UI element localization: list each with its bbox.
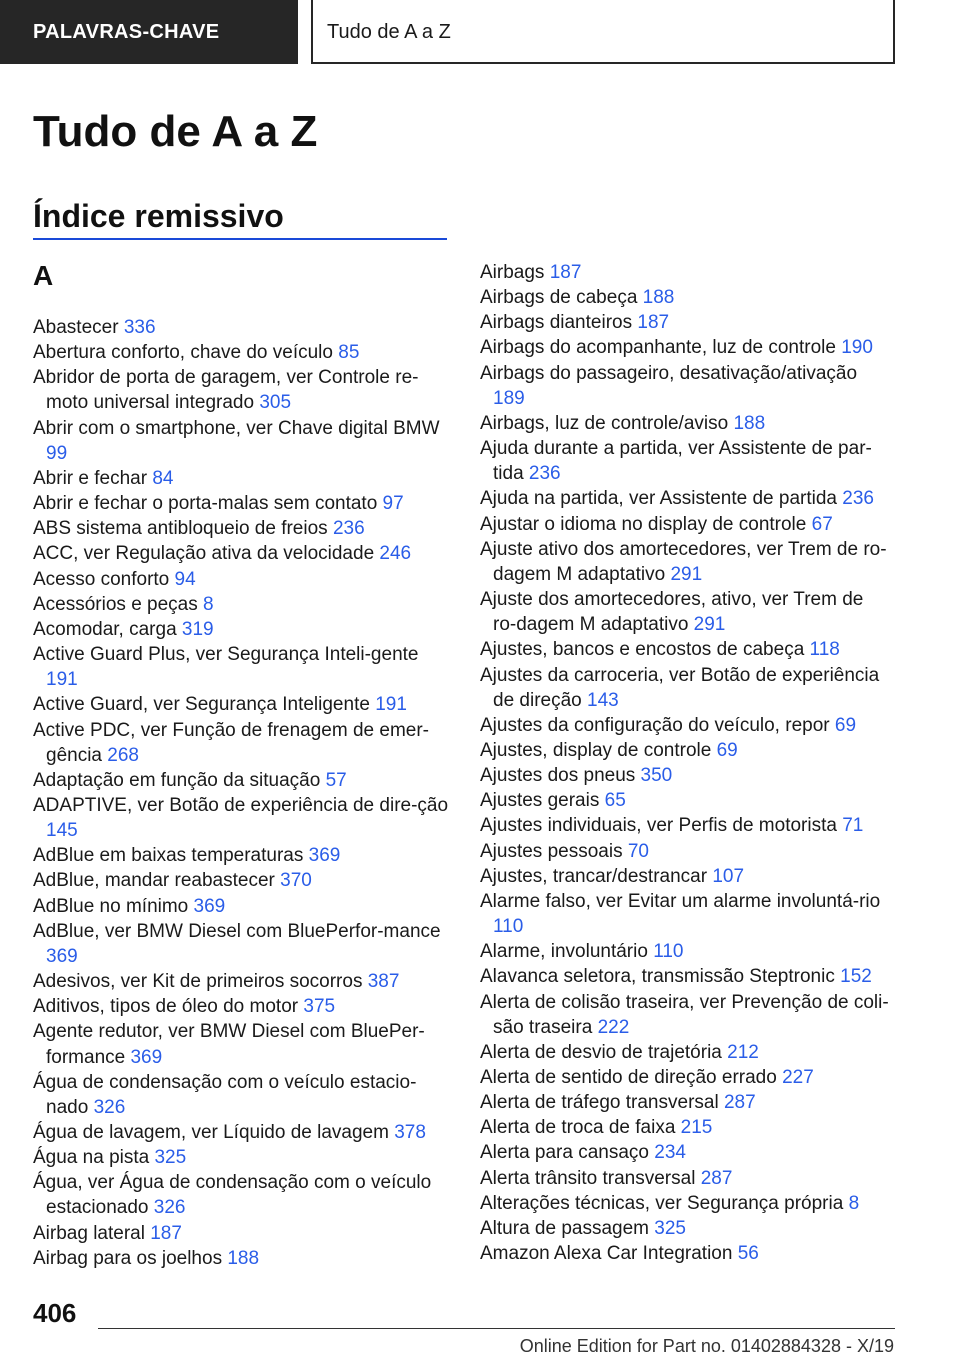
- index-entry: [33, 466, 453, 491]
- page-reference-link[interactable]: 325: [154, 1147, 187, 1169]
- index-entry: [33, 416, 453, 466]
- page-reference-link[interactable]: 268: [107, 744, 139, 766]
- entry-text: AdBlue no mínimo: [33, 895, 189, 917]
- section-subtitle: Índice remissivo: [33, 198, 284, 234]
- index-entry: [480, 1040, 890, 1065]
- entry-text: Ajuste ativo dos amortecedores, ver Trem de ro-dagem M adaptativo: [480, 538, 887, 585]
- page-reference-link[interactable]: 69: [834, 714, 857, 736]
- page-reference-link[interactable]: 291: [693, 614, 726, 636]
- entry-text: Abastecer: [33, 317, 119, 338]
- index-column-left: [33, 315, 453, 1271]
- entry-text: Airbags do acompanhante, luz de controle: [480, 337, 836, 359]
- page-reference-link[interactable]: 152: [840, 966, 872, 988]
- index-entry: [33, 894, 453, 919]
- page-reference-link[interactable]: 145: [46, 820, 78, 842]
- page-reference-link[interactable]: 187: [150, 1222, 182, 1244]
- entry-text: Ajustes pessoais: [480, 840, 623, 862]
- index-entry: [33, 1070, 453, 1120]
- entry-text: AdBlue, ver BMW Diesel com BluePerfor-mance: [33, 920, 441, 942]
- index-entry: [480, 411, 890, 436]
- entry-text: Active Guard Plus, ver Segurança Inteli-gente: [33, 644, 419, 666]
- page-reference-link[interactable]: 369: [130, 1046, 163, 1068]
- index-entry: [480, 512, 890, 537]
- page-reference-link[interactable]: 236: [332, 518, 365, 540]
- page-reference-link[interactable]: 369: [46, 945, 78, 967]
- index-entry: [33, 567, 453, 592]
- entry-text: Alavanca seletora, transmissão Steptronic: [480, 966, 835, 988]
- index-entry: [480, 1065, 890, 1090]
- index-entry: [480, 713, 890, 738]
- page-reference-link[interactable]: 188: [642, 287, 675, 309]
- index-entry: [33, 868, 453, 893]
- page-reference-link[interactable]: 8: [848, 1192, 860, 1214]
- entry-text: Abridor de porta de garagem, ver Controle re-moto universal integrado: [33, 367, 419, 414]
- index-entry: [480, 335, 890, 360]
- entry-text: Active PDC, ver Função de frenagem de emer-gência: [33, 719, 430, 766]
- page-reference-link[interactable]: 236: [528, 463, 561, 485]
- page-reference-link[interactable]: 97: [382, 493, 404, 515]
- index-entry: [33, 692, 453, 717]
- page-reference-link[interactable]: 110: [653, 941, 684, 963]
- index-entry: [33, 843, 453, 868]
- entry-text: Ajustes gerais: [480, 790, 600, 812]
- index-entry: [480, 587, 890, 637]
- entry-text: Agente redutor, ver BMW Diesel com BluePer-formance: [33, 1021, 425, 1068]
- entry-text: AdBlue em baixas temperaturas: [33, 845, 304, 867]
- index-entry: [480, 1166, 890, 1191]
- page-reference-link[interactable]: 188: [227, 1247, 260, 1269]
- entry-text: Adaptação em função da situação: [33, 769, 321, 791]
- index-entry: [480, 813, 890, 838]
- entry-text: Adesivos, ver Kit de primeiros socorros: [33, 971, 363, 993]
- page-reference-link[interactable]: 191: [375, 694, 407, 716]
- page-reference-link[interactable]: 387: [367, 971, 400, 993]
- index-entry: [480, 889, 890, 939]
- page-reference-link[interactable]: 236: [842, 488, 874, 510]
- entry-text: Ajuda na partida, ver Assistente de partida: [480, 488, 838, 510]
- index-entry: [33, 994, 453, 1019]
- subtitle-underline: [33, 238, 447, 240]
- index-letter: A: [33, 260, 54, 291]
- page-reference-link[interactable]: 215: [680, 1117, 713, 1139]
- entry-text: ABS sistema antibloqueio de freios: [33, 518, 328, 540]
- entry-text: Ajustes, bancos e encostos de cabeça: [480, 639, 805, 661]
- entry-text: AdBlue, mandar reabastecer: [33, 870, 275, 892]
- page-reference-link[interactable]: 369: [308, 845, 341, 867]
- page-reference-link[interactable]: 287: [723, 1092, 756, 1114]
- index-entry: [33, 340, 453, 365]
- entry-text: Amazon Alexa Car Integration: [480, 1243, 733, 1265]
- index-entry: [33, 541, 453, 566]
- page-reference-link[interactable]: 287: [700, 1167, 733, 1189]
- page-reference-link[interactable]: 234: [654, 1142, 686, 1164]
- index-entry: [33, 1145, 453, 1170]
- entry-text: Alarme falso, ver Evitar um alarme involuntá-rio: [480, 890, 881, 912]
- page-reference-link[interactable]: 8: [203, 593, 214, 615]
- section-tab: PALAVRAS-CHAVE: [0, 0, 298, 64]
- page-reference-link[interactable]: 85: [338, 342, 360, 364]
- page-reference-link[interactable]: 67: [811, 513, 833, 535]
- entry-text: Alerta de sentido de direção errado: [480, 1067, 777, 1088]
- entry-text: Abrir e fechar: [33, 467, 148, 489]
- page-reference-link[interactable]: 107: [712, 865, 745, 887]
- index-entry: [480, 1090, 890, 1115]
- page-reference-link[interactable]: 319: [181, 618, 214, 640]
- entry-text: Alerta de desvio de trajetória: [480, 1041, 722, 1063]
- page-reference-link[interactable]: 84: [152, 467, 174, 489]
- entry-text: Airbag lateral: [33, 1222, 145, 1244]
- entry-text: Abertura conforto, chave do veículo: [33, 342, 333, 364]
- page-reference-link[interactable]: 369: [193, 895, 226, 917]
- index-entry: [480, 260, 890, 285]
- page-reference-link[interactable]: 187: [637, 312, 670, 334]
- entry-text: Ajustes da configuração do veículo, repor: [480, 714, 830, 736]
- entry-text: Airbags: [480, 262, 545, 283]
- page-reference-link[interactable]: 246: [379, 543, 412, 565]
- index-entry: [480, 839, 890, 864]
- index-entry: [480, 763, 890, 788]
- page-reference-link[interactable]: 305: [259, 392, 292, 414]
- entry-text: Aditivos, tipos de óleo do motor: [33, 996, 299, 1018]
- index-entry: [33, 315, 453, 340]
- index-entry: [33, 919, 453, 969]
- page-reference-link[interactable]: 375: [303, 996, 336, 1018]
- entry-text: Airbags de cabeça: [480, 287, 638, 309]
- page-title: Tudo de A a Z: [33, 107, 318, 156]
- entry-text: Acessórios e peças: [33, 593, 198, 615]
- entry-text: Água na pista: [33, 1147, 150, 1169]
- index-entry: [33, 491, 453, 516]
- page-reference-link[interactable]: 378: [394, 1122, 426, 1143]
- entry-text: Alerta de tráfego transversal: [480, 1092, 719, 1114]
- page-reference-link[interactable]: 291: [670, 563, 703, 585]
- entry-text: Abrir e fechar o porta-malas sem contato: [33, 493, 378, 515]
- entry-text: Alarme, involuntário: [480, 941, 648, 963]
- index-entry: [33, 793, 453, 843]
- page-reference-link[interactable]: 190: [841, 337, 873, 359]
- entry-text: Abrir com o smartphone, ver Chave digital BMW: [33, 417, 440, 439]
- index-entry: [480, 939, 890, 964]
- entry-text: Água de condensação com o veículo estacio-nado: [33, 1071, 417, 1118]
- index-column-right: [480, 260, 890, 1266]
- index-entry: [33, 1120, 453, 1145]
- index-entry: [33, 768, 453, 793]
- entry-text: Ajustes, display de controle: [480, 739, 712, 761]
- page-reference-link[interactable]: 94: [174, 568, 196, 590]
- index-entry: [480, 537, 890, 587]
- page-reference-link[interactable]: 212: [727, 1041, 759, 1063]
- entry-text: Alerta para cansaço: [480, 1142, 649, 1164]
- entry-text: Ajustes, trancar/destrancar: [480, 865, 708, 887]
- page-reference-link[interactable]: 188: [733, 412, 766, 434]
- entry-text: Acomodar, carga: [33, 618, 177, 640]
- page-number: 406: [33, 1298, 77, 1328]
- index-entry: [33, 516, 453, 541]
- index-entry: [480, 663, 890, 713]
- index-entry: [480, 1216, 890, 1241]
- index-entry: [480, 637, 890, 662]
- entry-text: Ajustes dos pneus: [480, 765, 636, 787]
- entry-text: Alerta trânsito transversal: [480, 1167, 696, 1189]
- index-entry: [33, 365, 453, 415]
- page-reference-link[interactable]: 326: [153, 1197, 186, 1219]
- page-reference-link[interactable]: 222: [597, 1016, 630, 1038]
- page-reference-link[interactable]: 118: [809, 639, 840, 661]
- index-entry: [480, 1191, 890, 1216]
- index-entry: [33, 1221, 453, 1246]
- entry-text: Ajustar o idioma no display de controle: [480, 513, 807, 535]
- index-entry: [33, 1019, 453, 1069]
- index-entry: [33, 718, 453, 768]
- entry-text: Água de lavagem, ver Líquido de lavagem: [33, 1122, 389, 1143]
- page-reference-link[interactable]: 350: [640, 765, 673, 787]
- index-entry: [33, 642, 453, 692]
- index-entry: [480, 1115, 890, 1140]
- entry-text: Airbags do passageiro, desativação/ativação: [480, 362, 858, 384]
- index-entry: [480, 361, 890, 411]
- page-reference-link[interactable]: 110: [493, 916, 524, 938]
- page-reference-link[interactable]: 191: [46, 669, 78, 691]
- entry-text: Alerta de troca de faixa: [480, 1117, 676, 1139]
- entry-text: Airbags, luz de controle/aviso: [480, 412, 729, 434]
- index-entry: [480, 1140, 890, 1165]
- index-entry: [33, 1170, 453, 1220]
- page-reference-link[interactable]: 70: [627, 840, 649, 862]
- entry-text: Alterações técnicas, ver Segurança própria: [480, 1192, 844, 1214]
- entry-text: Ajuste dos amortecedores, ativo, ver Trem de ro-dagem M adaptativo: [480, 589, 864, 636]
- entry-text: ADAPTIVE, ver Botão de experiência de dire-ção: [33, 794, 449, 816]
- entry-text: ACC, ver Regulação ativa da velocidade: [33, 543, 375, 565]
- entry-text: Airbag para os joelhos: [33, 1247, 223, 1269]
- index-entry: [480, 788, 890, 813]
- index-entry: [480, 738, 890, 763]
- page-reference-link[interactable]: 326: [93, 1096, 126, 1118]
- index-entry: [480, 990, 890, 1040]
- index-entry: [480, 436, 890, 486]
- page-reference-link[interactable]: 56: [737, 1243, 759, 1265]
- page-reference-link[interactable]: 370: [280, 870, 312, 892]
- index-entry: [480, 964, 890, 989]
- entry-text: Airbags dianteiros: [480, 312, 633, 334]
- index-entry: [33, 1246, 453, 1271]
- footer-edition: Online Edition for Part no. 01402884328 - X/19: [519, 1336, 894, 1356]
- page-reference-link[interactable]: 189: [493, 387, 525, 409]
- page-reference-link[interactable]: 71: [842, 815, 864, 837]
- entry-text: Água, ver Água de condensação com o veículo estacionado: [33, 1172, 432, 1219]
- page-reference-link[interactable]: 69: [716, 739, 738, 761]
- entry-text: Ajuda durante a partida, ver Assistente de par-tida: [480, 438, 872, 485]
- page-reference-link[interactable]: 325: [654, 1217, 686, 1239]
- index-entry: [480, 864, 890, 889]
- entry-text: Altura de passagem: [480, 1217, 649, 1239]
- index-entry: [480, 310, 890, 335]
- page-reference-link[interactable]: 57: [325, 769, 347, 791]
- index-entry: [33, 617, 453, 642]
- entry-text: Alerta de colisão traseira, ver Prevenção de coli-são traseira: [480, 991, 889, 1038]
- index-entry: [480, 1241, 890, 1266]
- page-reference-link[interactable]: 99: [46, 442, 68, 464]
- entry-text: Acesso conforto: [33, 568, 170, 590]
- page-reference-link[interactable]: 336: [123, 317, 156, 338]
- page-reference-link[interactable]: 65: [604, 790, 626, 812]
- index-entry: [480, 285, 890, 310]
- page-reference-link[interactable]: 143: [587, 689, 619, 711]
- entry-text: Active Guard, ver Segurança Inteligente: [33, 694, 370, 716]
- footer-divider: [98, 1328, 895, 1329]
- page-reference-link[interactable]: 227: [782, 1067, 814, 1088]
- entry-text: Ajustes da carroceria, ver Botão de experiência de direção: [480, 664, 880, 711]
- page-reference-link[interactable]: 187: [549, 262, 582, 283]
- chapter-tab: Tudo de A a Z: [311, 0, 895, 64]
- entry-text: Ajustes individuais, ver Perfis de motorista: [480, 815, 837, 837]
- index-entry: [33, 969, 453, 994]
- index-entry: [480, 486, 890, 511]
- index-entry: [33, 592, 453, 617]
